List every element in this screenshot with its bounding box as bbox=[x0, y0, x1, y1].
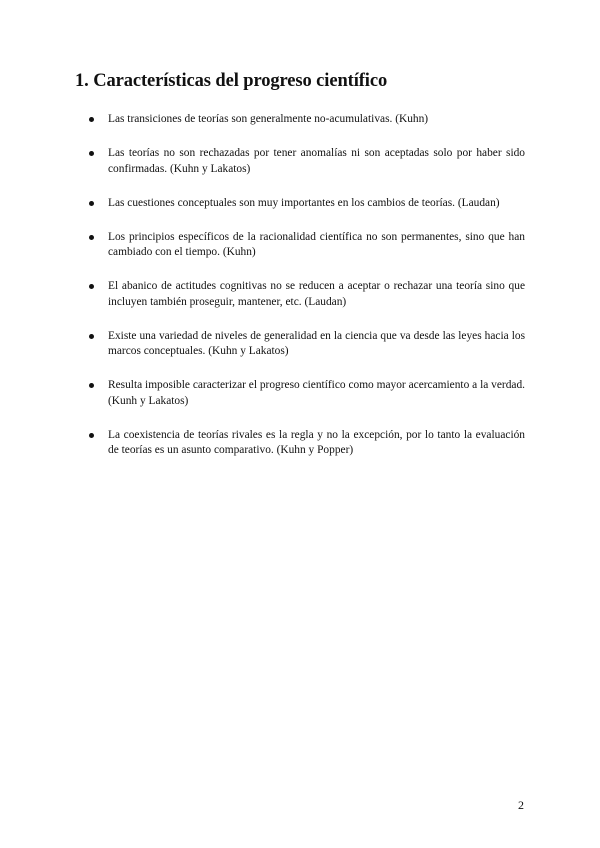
bullet-icon bbox=[89, 284, 94, 289]
bullet-icon bbox=[89, 201, 94, 206]
page-number: 2 bbox=[518, 798, 524, 812]
list-item bbox=[88, 112, 525, 128]
list-item bbox=[88, 279, 525, 310]
list-item bbox=[88, 329, 525, 360]
list-item-text: Las cuestiones conceptuales son muy importantes en los cambios de teorías. (Laudan) bbox=[108, 196, 500, 209]
list-item-text: Los principios específicos de la racionalidad científica no son permanentes, sino que han cambiado con el tiempo. (Kuhn) bbox=[108, 230, 525, 258]
list-item bbox=[88, 230, 525, 261]
list-item-text: Existe una variedad de niveles de generalidad en la ciencia que va desde las leyes hacia los marcos conceptuales. (Kuhn y Lakatos) bbox=[108, 329, 525, 357]
bullet-icon bbox=[89, 235, 94, 240]
characteristics-list bbox=[88, 112, 525, 477]
list-item bbox=[88, 428, 525, 459]
bullet-icon bbox=[89, 383, 94, 388]
bullet-icon bbox=[89, 117, 94, 122]
list-item-text: La coexistencia de teorías rivales es la regla y no la excepción, por lo tanto la evaluación de teorías es un asunto comparativo. (Kuhn y Popper) bbox=[108, 428, 525, 456]
list-item-text: El abanico de actitudes cognitivas no se reducen a aceptar o rechazar una teoría sino que incluyen también proseguir, mantener, etc. (Laudan) bbox=[108, 280, 525, 308]
bullet-icon bbox=[89, 433, 94, 438]
list-item-text: Resulta imposible caracterizar el progreso científico como mayor acercamiento a la verdad. (Kunh y Lakatos) bbox=[108, 379, 525, 407]
section-heading: 1. Características del progreso científico bbox=[75, 71, 388, 91]
list-item bbox=[88, 378, 525, 409]
list-item-text: Las teorías no son rechazadas por tener anomalías ni son aceptadas solo por haber sido confirmadas. (Kuhn y Lakatos) bbox=[108, 147, 525, 175]
bullet-icon bbox=[89, 151, 94, 156]
bullet-icon bbox=[89, 334, 94, 339]
list-item-text: Las transiciones de teorías son generalmente no-acumulativas. (Kuhn) bbox=[108, 113, 429, 125]
list-item bbox=[88, 196, 525, 212]
list-item bbox=[88, 146, 525, 177]
